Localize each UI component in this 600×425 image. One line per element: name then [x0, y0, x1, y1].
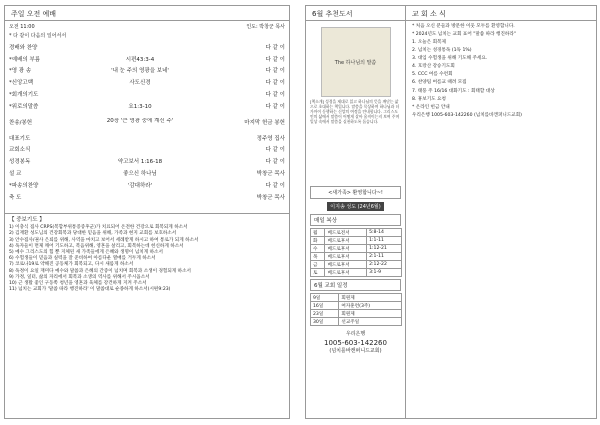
worship-row: [5, 53, 289, 65]
notice-item: 7. 태풍 주 16/16 대화기도 : 회태할 대상: [412, 88, 495, 94]
worship-row-m: '내 눈 주의 영광을 보네': [111, 68, 169, 75]
new-member: 이지송 성도 (24년6월): [310, 202, 401, 211]
reading-cell: 금: [311, 261, 325, 269]
worship-row-r: 정주영 집사: [256, 135, 285, 142]
intercession-item: 4) 독자들이 면제 깨어 기도하고, 복음위해, 영혼을 살리고, 회복하는데 헌신하게 하소서: [9, 243, 184, 249]
worship-row: [5, 155, 289, 167]
right-sidebar: [306, 21, 406, 418]
reading-cell: 베드로후서: [325, 245, 367, 253]
worship-row: [5, 65, 289, 77]
worship-row-r: 다 같 이: [265, 80, 285, 87]
right-header: [306, 6, 596, 21]
reading-cell: 베드로후서: [325, 269, 367, 277]
worship-row-l: 경배와 찬양: [9, 44, 38, 51]
offering-account: [306, 330, 405, 354]
worship-row-m: '감대하라': [127, 182, 153, 189]
schedule-table: [310, 293, 402, 326]
worship-row: [5, 88, 289, 100]
notice-item: * 2024년도 넘치는 교회 표어 "말씀 따라 행진하라": [412, 32, 516, 38]
intercession-item: 5) 예수 그리스도의 힘 뿐 지체된 새 가족들에게 은혜와 생명이 넘치게 하소서: [9, 249, 163, 255]
worship-row: [5, 179, 289, 191]
worship-row-r: 다 같 이: [265, 44, 285, 51]
book-header: 6월 추천도서: [306, 6, 406, 20]
schedule-row: [311, 294, 402, 302]
worship-row-l: *회개의기도: [9, 92, 39, 99]
notice-list: [412, 32, 590, 111]
reading-cell: 베드로후서: [325, 237, 367, 245]
schedule-cell: 30일: [311, 318, 339, 326]
worship-row-l: 성경봉독: [9, 159, 31, 166]
worship-row-l: *영 광 송: [9, 68, 32, 75]
new-family-banner: <새가족> 환영합니다~!: [310, 186, 401, 199]
reading-cell: 베드로전서: [325, 229, 367, 237]
schedule-cell: 회원제: [339, 310, 402, 318]
schedule-row: [311, 318, 402, 326]
intercession-item: 10) 근 생활 좋인 구동쪽 청년을 영혼과 육체를 강건하게 지켜 주소서: [9, 281, 147, 287]
worship-row-l: 축 도: [9, 194, 22, 201]
worship-row-l: 대표기도: [9, 135, 31, 142]
worship-row-m: 사도신경: [129, 80, 151, 87]
worship-note-row: [5, 32, 289, 41]
worship-row: [5, 41, 289, 53]
schedule-title: 6월 교회 일정: [310, 279, 401, 291]
notices: [406, 21, 596, 418]
worship-row-m: 시편43:3-4: [125, 56, 155, 63]
book-title: The 하나님의 말씀: [334, 59, 377, 66]
notice-item: 1. 오늘은 회복제: [412, 40, 446, 46]
reading-cell: 베드로후서: [325, 253, 367, 261]
worship-row-m: 약고보서 1:16-18: [117, 159, 163, 166]
reading-cell: 5:8-14: [367, 229, 402, 237]
intercession-item: 1) 이충식 집사 CRPS(복합부위통증증후군)가 치료되어 온전한 건강으로 회복되게 하소서: [9, 225, 188, 231]
worship-order-list: [5, 41, 289, 203]
schedule-cell: 9일: [311, 294, 339, 302]
reading-cell: 월: [311, 229, 325, 237]
notice-item: 4. 호캉산 강승기도회: [412, 64, 455, 70]
reading-cell: 토: [311, 269, 325, 277]
reading-cell: 화: [311, 237, 325, 245]
notice-item: 8. 휴보기도 요청: [412, 96, 446, 102]
worship-row-l: 설 교: [9, 171, 22, 178]
worship-row-r: 다 같 이: [265, 182, 285, 189]
worship-row-r: 다 같 이: [265, 147, 285, 154]
book-description: [책소개] 성경을 제대로 읽고 하나님의 뜻을 깨닫는 삶으로 초대하는 책입니다. 말씀을 묵상하며 하나님과 더 가까이 동행하는 신앙의 여정을 안내합니다. 그리스도인의 삶에서 말씀이 어떻게 살아 움직이는지 보여 주며 일상 속에서 말씀을 실천하도록 돕습니다.: [310, 99, 400, 124]
reading-cell: 수: [311, 245, 325, 253]
worship-title: 주일 오전 예배: [5, 6, 289, 21]
welcome-text: * 처음 오신 분들과 방문한 이웃 모두를 환영합니다.: [412, 24, 515, 29]
reading-row: [311, 253, 402, 261]
intercession-item: 2) 김재환 성도님의 건강회복과 당대한 믿음을 위해, 가족과 현지 교회를 보호하소서: [9, 231, 177, 237]
intercession-item: 7) 코로나19로 약해진 공동체가 회복되고, 다시 새롭게 하소서: [9, 262, 134, 268]
worship-row: [5, 132, 289, 144]
reading-cell: 1:1-11: [367, 237, 402, 245]
worship-note: * 다 같이 다음의 일어서서: [9, 33, 67, 39]
worship-meta: [5, 21, 289, 32]
reading-row: [311, 229, 402, 237]
book-cover: [321, 27, 391, 97]
worship-row-r: 박창군 목사: [256, 194, 285, 201]
reading-row: [311, 269, 402, 277]
schedule-cell: 회원제: [339, 294, 402, 302]
worship-row-m: 좋으신 하나님: [123, 171, 157, 178]
reading-cell: 3:1-9: [367, 269, 402, 277]
schedule-row: [311, 302, 402, 310]
worship-row-l: *위로의말씀: [9, 103, 39, 110]
reading-row: [311, 245, 402, 253]
intercession-item: 9) 가정, 일터, 삶의 자리에서 회복과 소생의 역사를 위해서 주시옵소서: [9, 274, 150, 280]
intercession-item: 11) 넘치는 교회가 '말씀 따라 행진하라' 이 말씀대로 순종하게 하소서(시편9:23): [9, 287, 171, 293]
worship-row-m: 20장 '큰 영광 중에 계신 주': [106, 118, 174, 125]
worship-row: [5, 76, 289, 88]
worship-row-l: *신앙고백: [9, 80, 34, 87]
intercession-list: [9, 225, 285, 294]
reading-cell: 목: [311, 253, 325, 261]
schedule-cell: 여자훈련(3주): [339, 302, 402, 310]
intercession-item: 6) 수험생들이 믿음과 실력을 잘 준비하여 아름다운 열매를 거두게 하소서: [9, 256, 156, 262]
worship-row: [5, 112, 289, 132]
account-number: 1005-603-142260: [324, 339, 387, 347]
order-of-worship-panel: [4, 5, 290, 419]
intercession-section: [5, 213, 289, 297]
intercession-title: 【 중보기도 】: [9, 216, 45, 223]
reading-row: [311, 237, 402, 245]
worship-row-r: 다 같 이: [265, 103, 285, 110]
worship-row-l: 찬송/봉헌: [9, 119, 33, 126]
notice-item: 2. 넘치는 성경통독 (1독 1%): [412, 48, 472, 54]
worship-row-r: 마지막 헌금 봉헌: [244, 119, 285, 126]
notice-item: 6. 찬양팀 여름교 때려 모집: [412, 80, 467, 86]
reading-cell: 2:12-22: [367, 261, 402, 269]
account-holder: (넘치를바캔퍼니드교회): [329, 348, 382, 354]
worship-row-r: 다 같 이: [265, 56, 285, 63]
worship-row: [5, 167, 289, 179]
worship-row-r: 다 같 이: [265, 92, 285, 99]
schedule-cell: 23일: [311, 310, 339, 318]
worship-row-r: 다 같 이: [265, 68, 285, 75]
worship-row-l: *파송의찬양: [9, 182, 39, 189]
reading-cell: 2:1-11: [367, 253, 402, 261]
reading-title: 매일 복상: [310, 214, 401, 226]
notice-header: 교 회 소 식: [412, 10, 446, 18]
worship-row: [5, 100, 289, 112]
account-line: 우리은행 1005-603-142260 (넘치를바캔퍼니드교회): [412, 112, 522, 118]
reading-table: [310, 228, 402, 277]
worship-row-l: 교회소식: [9, 147, 31, 154]
worship-row-m: 요1:3-10: [128, 103, 152, 110]
notice-item: 3. 대입 수험생을 위해 기도해 주세요.: [412, 56, 488, 62]
schedule-cell: 16일: [311, 302, 339, 310]
intercession-item: 8) 독정이 요일 재미다 예수와 말씀과 은혜의 간증이 넘치며 회복과 소생이 경험되게 하소서: [9, 268, 191, 274]
notice-item: * 온라인 헌금 안내: [412, 104, 450, 110]
intercession-item: 3) 안수집사/권사 은퇴를 위해, 사역을 마치고 보어서 세례받게 하시고 하여 통로가 되게 하소서: [9, 237, 199, 243]
schedule-row: [311, 310, 402, 318]
worship-time: 오전 11:00: [9, 24, 35, 30]
worship-row-l: *예배의 부름: [9, 56, 41, 63]
news-panel: [305, 5, 597, 419]
notice-item: 5. CCC 여름 수련회: [412, 72, 453, 78]
reading-row: [311, 261, 402, 269]
worship-row: [5, 144, 289, 156]
reading-cell: 베드로후서: [325, 261, 367, 269]
worship-row: [5, 191, 289, 203]
schedule-cell: 선교주일: [339, 318, 402, 326]
bank-name: 우리은행: [345, 331, 366, 337]
worship-row-r: 박창군 목사: [256, 171, 285, 178]
worship-row-r: 다 같 이: [265, 159, 285, 166]
worship-presider: 인도: 박창군 목사: [246, 24, 285, 30]
reading-cell: 1:12-21: [367, 245, 402, 253]
